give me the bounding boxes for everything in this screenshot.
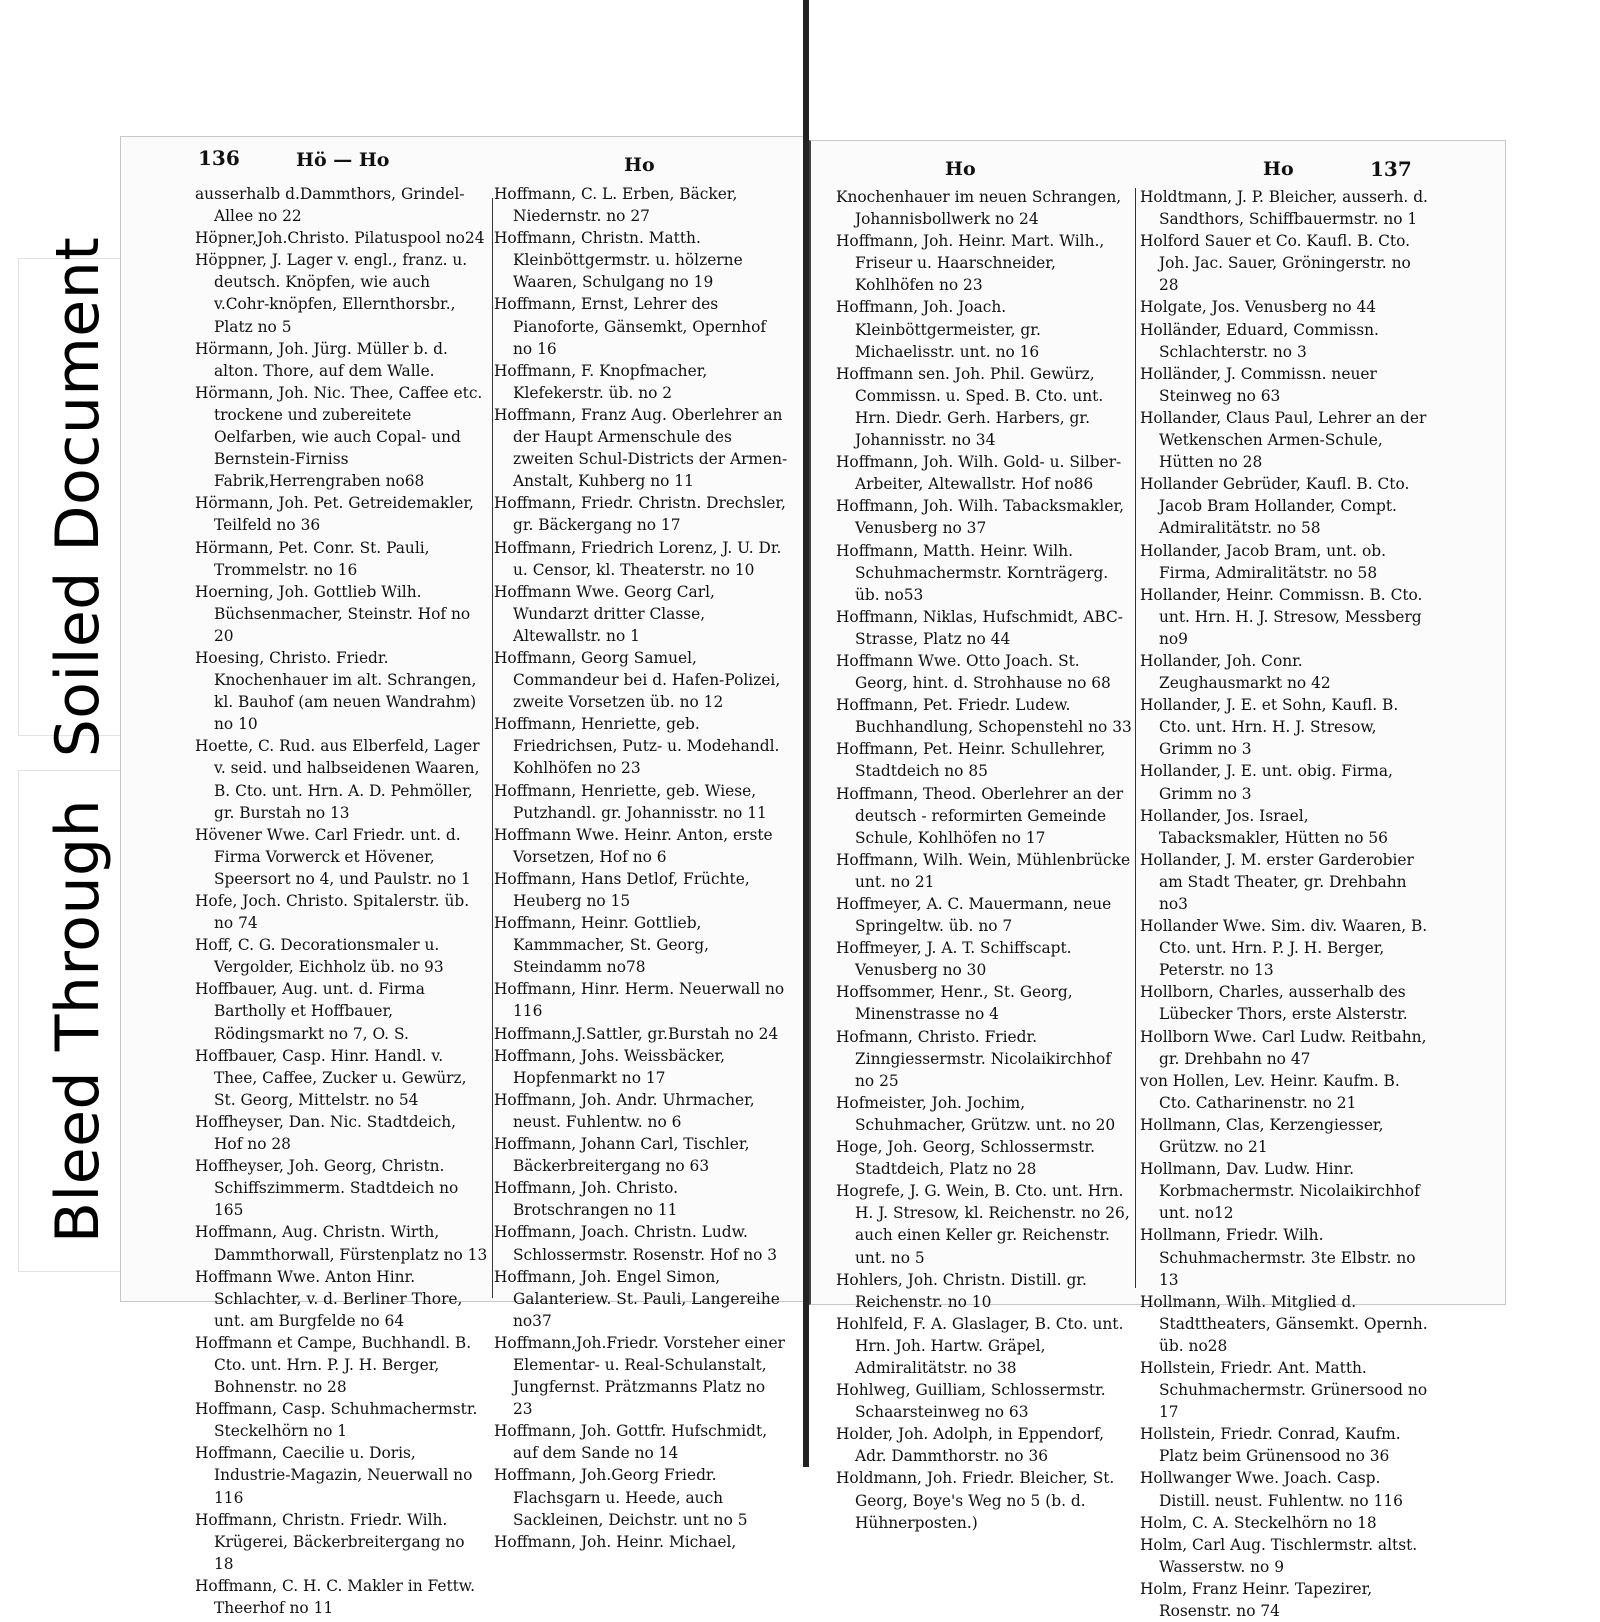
- directory-entry: Hollander, Jacob Bram, unt. ob. Firma, Admiralitätstr. no 58: [1140, 541, 1387, 582]
- directory-entry: Hollmann, Wilh. Mitglied d. Stadttheaters, Gänsemkt. Opernh. üb. no28: [1140, 1292, 1428, 1355]
- left-column-header: Ho: [624, 154, 655, 176]
- directory-entry: Höpner,Joh.Christo. Pilatuspool no24: [195, 229, 485, 248]
- directory-entry: Hollander, Claus Paul, Lehrer an der Wetkenschen Armen-Schule, Hütten no 28: [1140, 408, 1427, 472]
- directory-entry: Hoffmann, Matth. Heinr. Wilh. Schuhmachermstr. Kornträgerg. üb. no53: [836, 541, 1109, 604]
- directory-entry: Hollborn Wwe. Carl Ludw. Reitbahn, gr. Drehbahn no 47: [1140, 1027, 1427, 1068]
- directory-entry: Hofe, Joch. Christo. Spitalerstr. üb. no 74: [195, 892, 470, 933]
- directory-entry: Hoffmann, Pet. Heinr. Schullehrer, Stadtdeich no 85: [836, 740, 1106, 781]
- directory-entry: Hollwanger Wwe. Joach. Casp. Distill. neust. Fuhlentw. no 116: [1140, 1469, 1403, 1510]
- right-column-divider: [1135, 188, 1136, 1288]
- directory-entry: Holländer, Eduard, Commissn. Schlachterstr. no 3: [1140, 320, 1379, 361]
- directory-entry: Hoffmann, Joh. Andr. Uhrmacher, neust. Fuhlentw. no 6: [494, 1090, 755, 1131]
- directory-entry: Hoffmann, C. H. C. Makler in Fettw. Theerhof no 11: [195, 1576, 476, 1617]
- directory-entry: Hollmann, Clas, Kerzengiesser, Grützw. no 21: [1140, 1115, 1384, 1157]
- directory-entry: Hoffmann, F. Knopfmacher, Klefekerstr. üb. no 2: [494, 361, 708, 402]
- directory-entry: Hörmann, Pet. Conr. St. Pauli, Trommelstr. no 16: [195, 538, 430, 579]
- left-page-column-1: [195, 183, 489, 1619]
- directory-entry: Hoffmann, Heinr. Gottlieb, Kammmacher, St. Georg, Steindamm no78: [494, 914, 710, 977]
- directory-entry: Hoffmann, Friedrich Lorenz, J. U. Dr. u. Censor, kl. Theaterstr. no 10: [494, 538, 782, 579]
- soiled-document-label: Soiled Document: [43, 236, 113, 758]
- directory-entry: Hoffmann, Wilh. Wein, Mühlenbrücke unt. no 21: [836, 850, 1131, 891]
- directory-entry: Höppner, J. Lager v. engl., franz. u. deutsch. Knöpfen, wie auch v.Cohr-knöpfen, Ellernthorsbr., Platz no 5: [195, 251, 468, 336]
- directory-entry: Hoffmann Wwe. Anton Hinr. Schlachter, v. d. Berliner Thore, unt. am Burgfelde no 64: [195, 1267, 463, 1330]
- directory-entry: Hoffmann, Georg Samuel, Commandeur bei d. Hafen-Polizei, zweite Vorsetzen üb. no 12: [494, 648, 781, 712]
- directory-entry: Hollander, Jos. Israel, Tabacksmakler, Hütten no 56: [1140, 806, 1388, 847]
- right-column-header: Ho: [945, 158, 976, 180]
- directory-entry: Hörmann, Joh. Pet. Getreidemakler, Teilfeld no 36: [195, 494, 474, 535]
- directory-entry: Hoffmann, Joh. Wilh. Tabacksmakler, Venusberg no 37: [836, 497, 1125, 538]
- right-page-number: 137: [1370, 157, 1412, 181]
- directory-entry: Hoffmann, Joh. Christo. Brotschrangen no 11: [494, 1179, 679, 1220]
- directory-entry: Holford Sauer et Co. Kaufl. B. Cto. Joh. Jac. Sauer, Gröningerstr. no 28: [1140, 232, 1411, 295]
- directory-entry: Hoffmann, Joh. Heinr. Michael,: [494, 1532, 737, 1551]
- directory-entry: Hoffmann, Joh. Engel Simon, Galanteriew. St. Pauli, Langereihe no37: [494, 1267, 780, 1330]
- directory-entry: Hoffmann, Theod. Oberlehrer an der deutsch - reformirten Gemeinde Schule, Kohlhöfen no 17: [836, 784, 1124, 847]
- directory-entry: Hörmann, Joh. Nic. Thee, Caffee etc. trockene und zubereitete Oelfarben, wie auch Copal- und Bernstein-Firniss Fabrik,Herrengraben no68: [195, 383, 483, 491]
- bleed-through-label: Bleed Through: [43, 798, 113, 1244]
- directory-entry: Holländer, J. Commissn. neuer Steinweg no 63: [1140, 364, 1377, 405]
- right-page-column-2: [1140, 186, 1430, 1622]
- directory-entry: Hollander, J. M. erster Garderobier am Stadt Theater, gr. Drehbahn no3: [1140, 850, 1414, 913]
- book-gutter: [803, 0, 809, 1467]
- right-page-column-1: [836, 186, 1132, 1534]
- directory-entry: Hoffmann, Joh. Heinr. Mart. Wilh., Friseur u. Haarschneider, Kohlhöfen no 23: [836, 232, 1105, 295]
- directory-entry: Hoge, Joh. Georg, Schlossermstr. Stadtdeich, Platz no 28: [836, 1138, 1095, 1179]
- directory-entry: Hoffmann, Pet. Friedr. Ludew. Buchhandlung, Schopenstehl no 33: [836, 696, 1132, 737]
- directory-entry: Holm, C. A. Steckelhörn no 18: [1140, 1513, 1377, 1532]
- directory-entry: Hoffmann, Niklas, Hufschmidt, ABC-Strasse, Platz no 44: [836, 607, 1123, 648]
- directory-entry: Hoffmann, C. L. Erben, Bäcker, Niedernstr. no 27: [494, 185, 738, 226]
- directory-entry: Hoffmann, Hinr. Herm. Neuerwall no 116: [494, 980, 785, 1021]
- directory-entry: Knochenhauer im neuen Schrangen, Johannisbollwerk no 24: [836, 188, 1122, 229]
- directory-entry: Hollander, Heinr. Commissn. B. Cto. unt. Hrn. H. J. Stresow, Messberg no9: [1140, 585, 1423, 648]
- directory-entry: Hoffmann, Joh. Joach. Kleinböttgermeister, gr. Michaelisstr. unt. no 16: [836, 298, 1041, 361]
- directory-entry: Hoffmeyer, J. A. T. Schiffscapt. Venusberg no 30: [836, 939, 1072, 980]
- directory-entry: Hoffmann Wwe. Otto Joach. St. Georg, hint. d. Strohhause no 68: [836, 651, 1111, 693]
- directory-entry: Hofmann, Christo. Friedr. Zinngiessermstr. Nicolaikirchhof no 25: [836, 1027, 1112, 1090]
- directory-entry: Hoffmann, Hans Detlof, Früchte, Heuberg no 15: [494, 869, 750, 910]
- directory-entry: Hoffmann, Joh. Gottfr. Hufschmidt, auf dem Sande no 14: [494, 1422, 768, 1463]
- directory-entry: Hollander Gebrüder, Kaufl. B. Cto. Jacob Bram Hollander, Compt. Admiralitätstr. no 58: [1140, 475, 1410, 538]
- directory-entry: ausserhalb d.Dammthors, Grindel-Allee no 22: [195, 185, 465, 226]
- directory-entry: Hoesing, Christo. Friedr. Knochenhauer im alt. Schrangen, kl. Bauhof (am neuen Wandrahm) no 10: [195, 648, 477, 734]
- directory-entry: Hövener Wwe. Carl Friedr. unt. d. Firma Vorwerck et Hövener, Speersort no 4, und Paulstr. no 1: [195, 825, 471, 888]
- directory-entry: Hoffmann Wwe. Heinr. Anton, erste Vorsetzen, Hof no 6: [494, 825, 773, 866]
- directory-entry: Hohlers, Joh. Christn. Distill. gr. Reichenstr. no 10: [836, 1270, 1087, 1311]
- directory-entry: Hoffmann,J.Sattler, gr.Burstah no 24: [494, 1024, 779, 1043]
- directory-entry: Hoffmann, Franz Aug. Oberlehrer an der Haupt Armenschule des zweiten Schul-Districts der Armen-Anstalt, Kuhberg no 11: [494, 405, 788, 491]
- left-page-number: 136: [198, 146, 240, 170]
- directory-entry: Hoffmann, Aug. Christn. Wirth, Dammthorwall, Fürstenplatz no 13: [195, 1223, 488, 1264]
- directory-entry: Hollmann, Friedr. Wilh. Schuhmachermstr. 3te Elbstr. no 13: [1140, 1226, 1416, 1289]
- directory-entry: Hollborn, Charles, ausserhalb des Lübecker Thors, erste Alsterstr.: [1140, 983, 1408, 1024]
- directory-entry: Hoffmann, Joh. Wilh. Gold- u. Silber-Arbeiter, Altewallstr. Hof no86: [836, 453, 1122, 494]
- directory-entry: Holm, Carl Aug. Tischlermstr. altst. Wasserstw. no 9: [1140, 1535, 1418, 1576]
- right-running-header: Ho: [1263, 158, 1294, 180]
- directory-entry: Hoffmeyer, A. C. Mauermann, neue Springeltw. üb. no 7: [836, 895, 1112, 936]
- directory-entry: von Hollen, Lev. Heinr. Kaufm. B. Cto. Catharinenstr. no 21: [1140, 1071, 1400, 1112]
- directory-entry: Hollander Wwe. Sim. div. Waaren, B. Cto. unt. Hrn. P. J. H. Berger, Peterstr. no 13: [1140, 917, 1428, 980]
- directory-entry: Holdtmann, J. P. Bleicher, ausserh. d. Sandthors, Schiffbauermstr. no 1: [1140, 188, 1428, 229]
- directory-entry: Hoffmann, Casp. Schuhmachermstr. Steckelhörn no 1: [195, 1400, 478, 1441]
- directory-entry: Hoffbauer, Aug. unt. d. Firma Bartholly et Hoffbauer, Rödingsmarkt no 7, O. S.: [195, 980, 425, 1043]
- directory-entry: Hollstein, Friedr. Conrad, Kaufm. Platz beim Grünensood no 36: [1140, 1425, 1401, 1466]
- directory-entry: Hollander, J. E. unt. obig. Firma, Grimm no 3: [1140, 762, 1393, 803]
- left-page-column-2: [494, 183, 789, 1553]
- directory-entry: Hoffmann, Christn. Matth. Kleinböttgermstr. u. hölzerne Waaren, Schulgang no 19: [494, 229, 743, 292]
- directory-entry: Hoffmann, Joach. Christn. Ludw. Schlossermstr. Rosenstr. Hof no 3: [494, 1223, 778, 1264]
- directory-entry: Hollander, J. E. et Sohn, Kaufl. B. Cto. unt. Hrn. H. J. Stresow, Grimm no 3: [1140, 696, 1399, 759]
- directory-entry: Hoffmann, Caecilie u. Doris, Industrie-Magazin, Neuerwall no 116: [195, 1444, 473, 1507]
- directory-entry: Hoffheyser, Joh. Georg, Christn. Schiffszimmerm. Stadtdeich no 165: [195, 1157, 459, 1220]
- left-column-divider: [492, 198, 493, 1298]
- directory-entry: Hohlfeld, F. A. Glaslager, B. Cto. unt. Hrn. Joh. Hartw. Gräpel, Admiralitätstr. no 38: [836, 1314, 1124, 1377]
- directory-entry: Hohlweg, Guilliam, Schlossermstr. Schaarsteinweg no 63: [836, 1381, 1106, 1422]
- directory-entry: Hoff, C. G. Decorationsmaler u. Vergolder, Eichholz üb. no 93: [195, 936, 444, 977]
- directory-entry: Hogrefe, J. G. Wein, B. Cto. unt. Hrn. H. J. Stresow, kl. Reichenstr. no 26, auch einen Keller gr. Reichenstr. unt. no 5: [836, 1182, 1130, 1267]
- directory-entry: Hollmann, Dav. Ludw. Hinr. Korbmachermstr. Nicolaikirchhof unt. no12: [1140, 1160, 1420, 1223]
- directory-entry: Hollander, Joh. Conr. Zeughausmarkt no 42: [1140, 651, 1331, 693]
- directory-entry: Hoette, C. Rud. aus Elberfeld, Lager v. seid. und halbseidenen Waaren, B. Cto. unt. Hrn. A. D. Pehmöller, gr. Burstah no 13: [195, 737, 480, 822]
- directory-entry: Hoffheyser, Dan. Nic. Stadtdeich, Hof no 28: [195, 1112, 457, 1154]
- directory-entry: Holm, Franz Heinr. Tapezirer, Rosenstr. no 74: [1140, 1579, 1373, 1620]
- directory-entry: Hoffbauer, Casp. Hinr. Handl. v. Thee, Caffee, Zucker u. Gewürz, St. Georg, Mittelstr. no 54: [195, 1046, 467, 1109]
- directory-entry: Hoffsommer, Henr., St. Georg, Minenstrasse no 4: [836, 983, 1073, 1024]
- directory-entry: Hofmeister, Joh. Jochim, Schuhmacher, Grützw. unt. no 20: [836, 1093, 1116, 1134]
- directory-entry: Holder, Joh. Adolph, in Eppendorf, Adr. Dammthorstr. no 36: [836, 1425, 1105, 1466]
- directory-entry: Hoerning, Joh. Gottlieb Wilh. Büchsenmacher, Steinstr. Hof no 20: [195, 582, 471, 645]
- directory-entry: Hollstein, Friedr. Ant. Matth. Schuhmachermstr. Grünersood no 17: [1140, 1358, 1428, 1422]
- directory-entry: Hörmann, Joh. Jürg. Müller b. d. alton. Thore, auf dem Walle.: [195, 339, 448, 380]
- directory-entry: Hoffmann sen. Joh. Phil. Gewürz, Commissn. u. Sped. B. Cto. unt. Hrn. Diedr. Gerh. Harbers, gr. Johannisstr. no 34: [836, 364, 1104, 450]
- directory-entry: Hoffmann, Joh.Georg Friedr. Flachsgarn u. Heede, auch Sackleinen, Deichstr. unt no 5: [494, 1466, 748, 1529]
- directory-entry: Hoffmann, Henriette, geb. Wiese, Putzhandl. gr. Johannisstr. no 11: [494, 781, 767, 822]
- directory-entry: Hoffmann,Joh.Friedr. Vorsteher einer Elementar- u. Real-Schulanstalt, Jungfernst. Prätzmanns Platz no 23: [494, 1333, 785, 1419]
- directory-entry: Hoffmann, Ernst, Lehrer des Pianoforte, Gänsemkt, Opernhof no 16: [494, 295, 767, 358]
- left-running-header: Hö — Ho: [296, 149, 390, 171]
- directory-entry: Hoffmann, Johann Carl, Tischler, Bäckerbreitergang no 63: [494, 1135, 750, 1176]
- directory-entry: Holdmann, Joh. Friedr. Bleicher, St. Georg, Boye's Weg no 5 (b. d. Hühnerposten.): [836, 1469, 1115, 1532]
- directory-entry: Hoffmann Wwe. Georg Carl, Wundarzt dritter Classe, Altewallstr. no 1: [494, 582, 715, 645]
- directory-entry: Hoffmann, Friedr. Christn. Drechsler, gr. Bäckergang no 17: [494, 494, 786, 535]
- directory-entry: Hoffmann, Henriette, geb. Friedrichsen, Putz- u. Modehandl. Kohlhöfen no 23: [494, 715, 780, 778]
- directory-entry: Hoffmann, Johs. Weissbäcker, Hopfenmarkt no 17: [494, 1046, 726, 1087]
- directory-entry: Hoffmann et Campe, Buchhandl. B. Cto. unt. Hrn. P. J. H. Berger, Bohnenstr. no 28: [195, 1333, 472, 1397]
- directory-entry: Holgate, Jos. Venusberg no 44: [1140, 298, 1377, 317]
- directory-entry: Hoffmann, Christn. Friedr. Wilh. Krügerei, Bäckerbreitergang no 18: [195, 1510, 465, 1573]
